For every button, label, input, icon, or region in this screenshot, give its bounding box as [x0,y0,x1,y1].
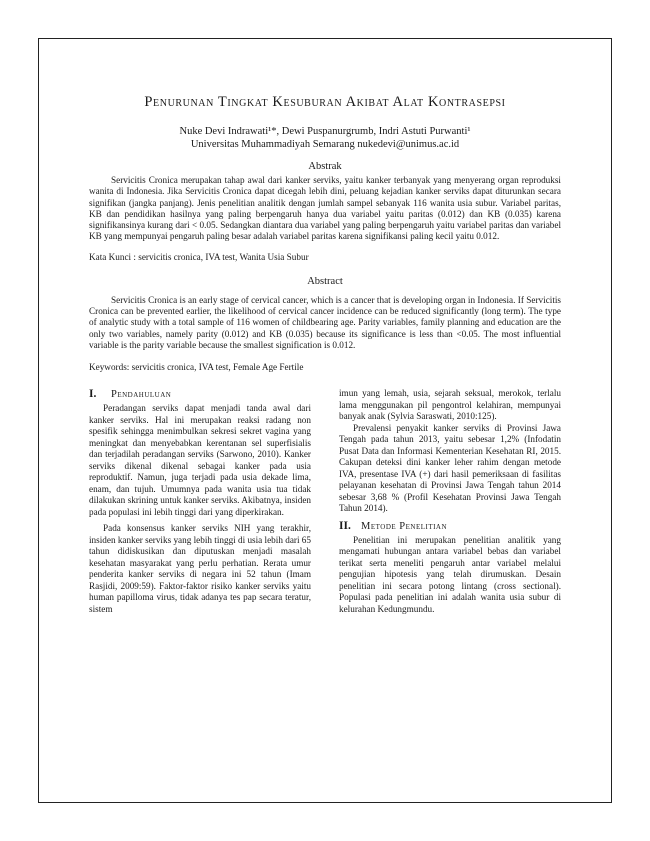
right-column [339,388,561,615]
two-column-body [89,388,561,615]
section-title: Metode Penelitian [361,520,448,532]
author-list: Nuke Devi Indrawati¹*, Dewi Puspanurgrumb, Indri Astuti Purwanti¹ [179,126,471,137]
section-heading-1 [89,388,311,400]
section-number: I. [89,388,97,401]
section-number: II. [339,519,351,532]
section-title: Pendahuluan [111,389,172,401]
intro-paragraph-3: imun yang lemah, usia, sejarah seksual, merokok, terlalu lama menggunakan pil pengontrol kelahiran, mempunyai banyak anak (Sylvia Saraswati, 2010:125). [339,388,561,422]
left-column [89,388,311,615]
abstrak-heading: Abstrak [308,161,342,172]
method-paragraph-1: Penelitian ini merupakan penelitian analitik yang mengamati hubungan antara variabel bebas dan variabel terikat serta meneliti pengaruh antar variabel melalui pengujian hipotesis yang telah dirumuskan. Desain penelitian ini secara potong lintang (cross sectional). Populasi pada penelitian ini adalah wanita usia subur di kelurahan Kedungmundu. [339,534,561,614]
abstract-body: Servicitis Cronica is an early stage of cervical cancer, which is a cancer that is developing organ in Indonesia. If Servicitis Cronica can be prevented earlier, the likelihood of cervical cancer incidence can be reduced significantly (long term). The type of analytic study with a total sample of 116 women of childbearing age. Parity variables, family planning and education are the only two variables, namely parity (0.012) and KB (0.035) because its significance is less than <0.05. The most influential variable is the parity variable because the smallest signification is 0.012. [89,294,561,350]
abstrak-body: Servicitis Cronica merupakan tahap awal dari kanker serviks, yaitu kanker terbanyak yang menyerang organ reproduksi wanita di Indonesia. Jika Servicitis Cronica dapat dicegah lebih dini, peluang kejadian kanker serviks dapat diturunkan secara signifikan (jangka panjang). Jenis penelitian analitik dengan jumlah sampel sebanyak 116 wanita usia subur. Variabel paritas, KB dan pendidikan hasilnya yang paling berpengaruh hanya dua variabel yaitu paritas (0.012) dan KB (0.035) karena signifikansinya kurang dari < 0.05. Sedangkan diantara dua variabel yang paling berpengaruh yaitu variabel paritas dan variabel KB yang mempunyai pengaruh paling besar adalah variabel paritas karena signifikansi paling kecil yaitu 0.012. [89,175,561,242]
paper-title: Penurunan Tingkat Kesuburan Akibat Alat Kontrasepsi [144,94,506,110]
affiliation: Universitas Muhammadiyah Semarang nukedevi@unimus.ac.id [190,139,460,150]
intro-paragraph-1: Peradangan serviks dapat menjadi tanda awal dari kanker serviks. Hal ini merupakan reaksi radang non spesifik sehingga menimbulkan sekresi sekret vagina yang meningkat dan menyebabkan kerentanan sel superfisialis dan terjadilah peradangan serviks (Sarwono, 2010). Kanker serviks dikenal dikenal sebagai kanker pada usia reproduktif. Namun, juga terjadi pada usia dekade lima, enam, dan tujuh. Umumnya pada wanita usia tua tidak dilakukan skrining untuk kanker serviks. Akibatnya, insiden pada populasi ini lebih tinggi dari yang diperkirakan. [89,403,311,517]
kata-kunci: Kata Kunci : servicitis cronica, IVA test, Wanita Usia Subur [89,251,309,262]
intro-paragraph-4: Prevalensi penyakit kanker serviks di Provinsi Jawa Tengah pada tahun 2013, yaitu sebesar 1,2% (Infodatin Pusat Data dan Informasi Kementerian Kesehatan RI, 2015. Cakupan deteksi dini kanker leher rahim dengan metode IVA, presentase IVA (+) dari hasil pemeriksaan di fasilitas pelayanan kesehatan di Provinsi Jawa Tengah tahun 2014 sebesar 3,68 % (Profil Kesehatan Provinsi Jawa Tengah Tahun 2014). [339,422,561,514]
abstract-heading: Abstract [307,275,343,287]
paper-content [89,94,561,615]
intro-paragraph-2: Pada konsensus kanker serviks NIH yang terakhir, insiden kanker serviks yang lebih tinggi di usia lebih dari 65 tahun didiskusikan dan diputuskan menjadi masalah kesehatan masyarakat yang perlu perhatian. Rerata umur penderita kanker serviks di negara ini 52 tahun (Imam Rasjidi, 2009:59). Faktor-faktor risiko kanker serviks yaitu human papilloma virus, tidak adanya tes pap secara teratur, sistem [89,523,311,614]
keywords-en: Keywords: servicitis cronica, IVA test, Female Age Fertile [89,362,304,373]
section-heading-2 [339,520,561,532]
